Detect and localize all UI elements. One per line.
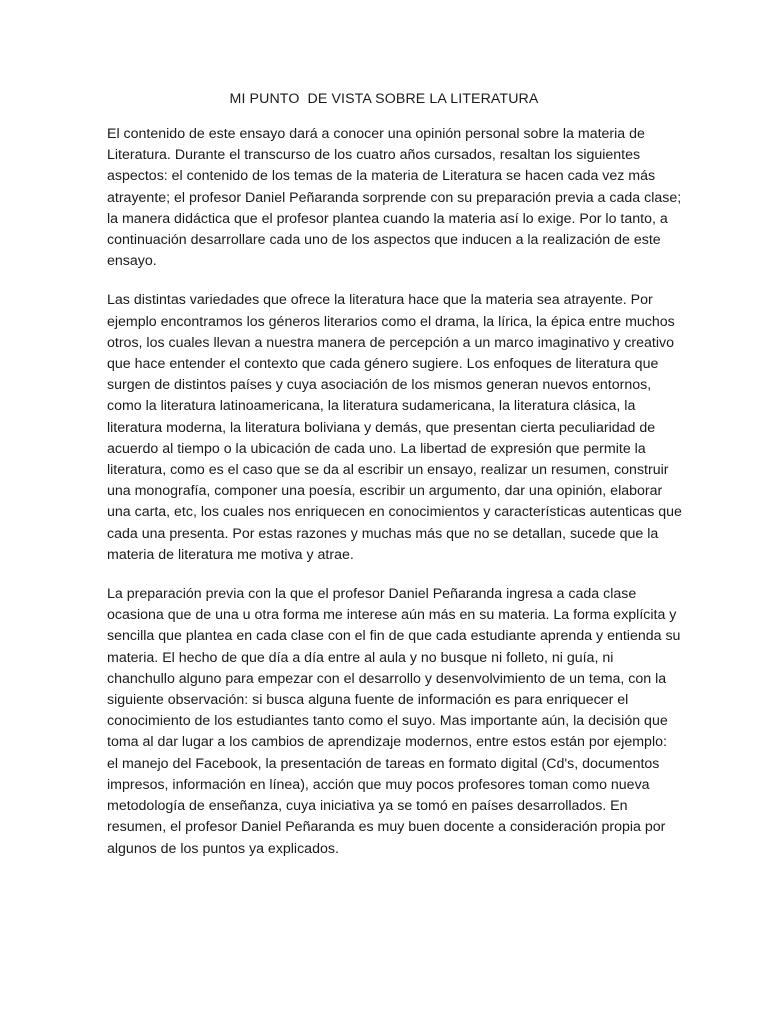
text-line: materia de literatura me motiva y atrae. bbox=[107, 546, 354, 563]
text-line: El contenido de este ensayo dará a conocer una opinión personal sobre la materia de bbox=[107, 126, 645, 142]
text-line: toma al dar lugar a los cambios de aprendizaje modernos, entre estos están por ejemplo: bbox=[107, 734, 667, 751]
text-line: literatura, como es el caso que se da al escribir un ensayo, realizar un resumen, construir bbox=[107, 462, 669, 479]
text-line: atrayente; el profesor Daniel Peñaranda sorprende con su preparación previa a cada clase; bbox=[107, 189, 682, 206]
text-line: otros, los cuales llevan a nuestra manera de percepción a un marco imaginativo y creativo bbox=[107, 334, 675, 351]
text-line: el manejo del Facebook, la presentación de tareas en formato digital (Cd's, documentos bbox=[107, 755, 660, 772]
text-line: chanchullo alguno para empezar con el desarrollo y desenvolvimiento de un tema, con la bbox=[107, 670, 667, 687]
text-line: la manera didáctica que el profesor plantea cuando la materia así lo exige. Por lo tanto, a bbox=[107, 210, 668, 227]
text-line: ejemplo encontramos los géneros literarios como el drama, la lírica, la épica entre muchos bbox=[107, 313, 675, 330]
text-line: cada una presenta. Por estas razones y muchas más que no se detallan, sucede que la bbox=[107, 525, 659, 542]
text-line: una carta, etc, los cuales nos enriquecen en conocimientos y características autenticas que bbox=[107, 504, 682, 521]
text-line: acuerdo al tiempo o la ubicación de cada uno. La libertad de expresión que permite la bbox=[107, 440, 646, 457]
text-line: literatura moderna, la literatura boliviana y demás, que presentan cierta peculiaridad de bbox=[107, 419, 656, 436]
text-line: continuación desarrollare cada uno de los aspectos que inducen a la realización de este bbox=[107, 232, 661, 249]
text-line: ensayo. bbox=[107, 253, 157, 270]
text-line: metodología de enseñanza, cuya iniciativa ya se tomó en países desarrollados. En bbox=[107, 798, 628, 815]
paragraph-1 bbox=[107, 124, 682, 272]
text-line: materia. El hecho de que día a día entre al aula y no busque ni folleto, ni guía, ni bbox=[107, 649, 614, 666]
text-line: resumen, el profesor Daniel Peñaranda es muy buen docente a consideración propia por bbox=[107, 819, 666, 836]
document-title: MI PUNTO DE VISTA SOBRE LA LITERATURA bbox=[229, 91, 539, 107]
paragraph-spacer bbox=[107, 272, 663, 290]
text-line: conocimiento de los estudiantes tanto como el suyo. Mas importante aún, la decisión que bbox=[107, 713, 668, 730]
document-body bbox=[107, 124, 682, 860]
text-line: que hace entender el contexto que cada género sugiere. Los enfoques de literatura que bbox=[107, 356, 659, 373]
paragraph-3 bbox=[107, 584, 681, 860]
paragraph-spacer bbox=[107, 566, 663, 584]
text-line: Las distintas variedades que ofrece la literatura hace que la materia sea atrayente. Por bbox=[107, 292, 653, 309]
paragraph-2 bbox=[107, 290, 682, 566]
text-line: aspectos: el contenido de los temas de la materia de Literatura se hacen cada vez más bbox=[107, 168, 656, 185]
text-line: una monografía, componer una poesía, escribir un argumento, dar una opinión, elaborar bbox=[107, 483, 663, 500]
text-line: ocasiona que de una u otra forma me interese aún más en su materia. La forma explícita y bbox=[107, 607, 677, 624]
text-line: sencilla que plantea en cada clase con el fin de que cada estudiante aprenda y entienda su bbox=[107, 628, 681, 645]
text-line: algunos de los puntos ya explicados. bbox=[107, 840, 339, 857]
text-line: Literatura. Durante el transcurso de los cuatro años cursados, resaltan los siguientes bbox=[107, 147, 641, 164]
text-line: surgen de distintos países y cuya asociación de los mismos generan nuevos entornos, bbox=[107, 377, 652, 394]
text-line: siguiente observación: si busca alguna fuente de información es para enriquecer el bbox=[107, 692, 629, 709]
text-line: La preparación previa con la que el profesor Daniel Peñaranda ingresa a cada clase bbox=[107, 586, 637, 603]
text-line: impresos, información en línea), acción que muy pocos profesores toman como nueva bbox=[107, 776, 650, 793]
text-line: como la literatura latinoamericana, la literatura sudamericana, la literatura clásica, la bbox=[107, 398, 636, 415]
